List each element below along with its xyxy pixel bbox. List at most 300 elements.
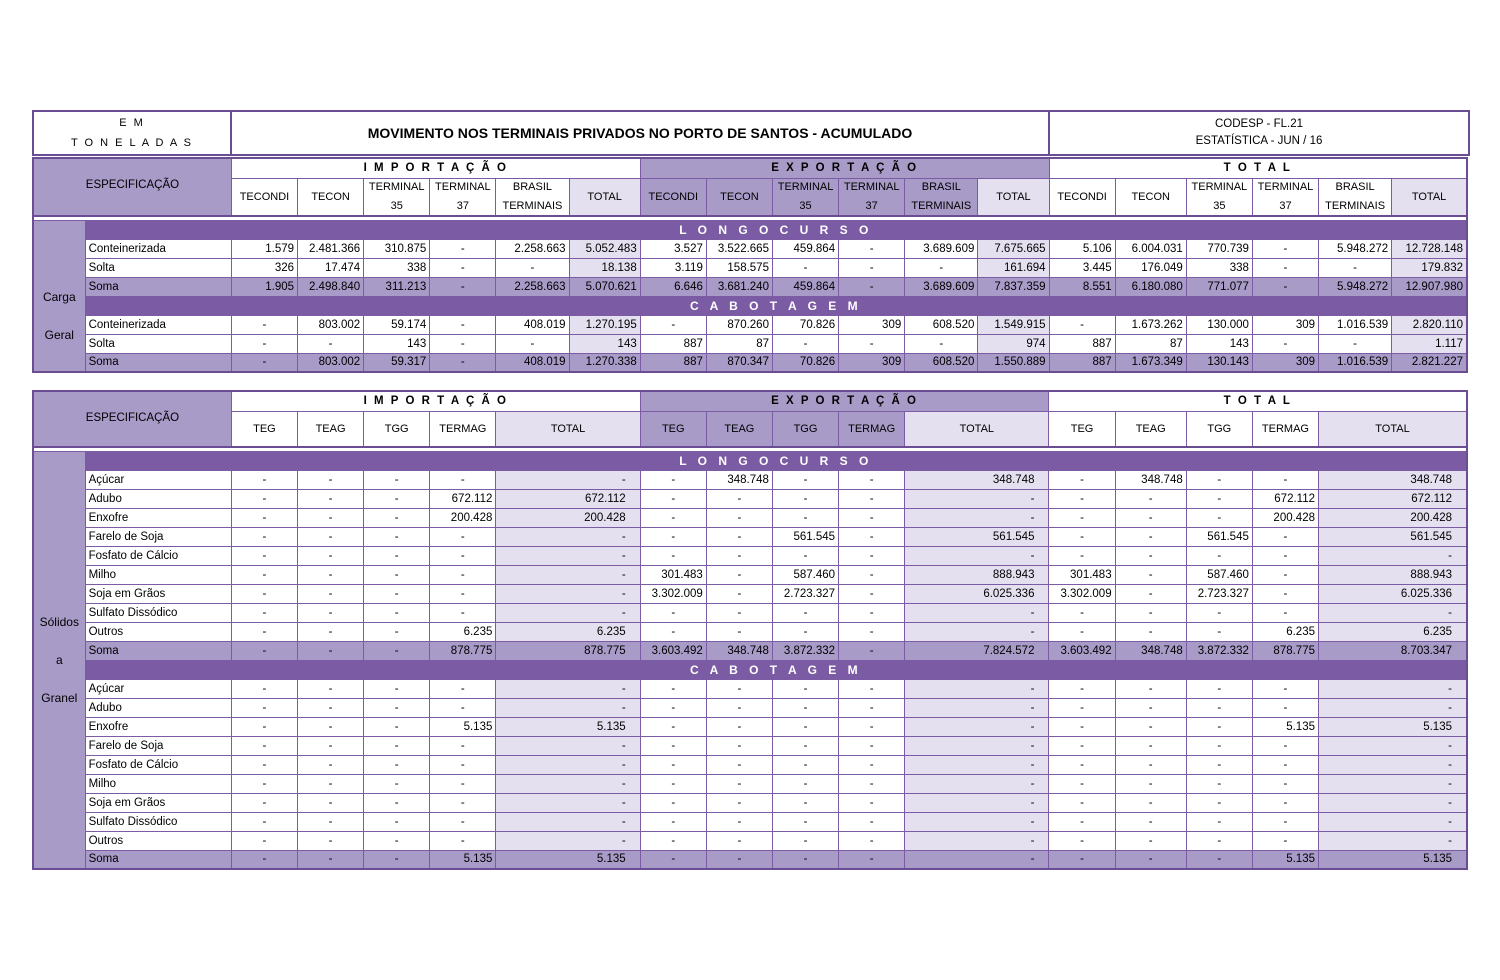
side-label-word: Granel [41, 690, 78, 705]
data-cell: 587.460 [1186, 565, 1252, 584]
data-cell: - [1049, 793, 1115, 812]
side-label-word: Carga [42, 289, 76, 304]
data-cell: 7.824.572 [905, 641, 1049, 660]
data-cell: - [231, 489, 297, 508]
column-header: TECON [1115, 178, 1186, 216]
data-cell: 3.681.240 [706, 277, 772, 296]
group-header: I M P O R T A Ç Ã O [231, 391, 640, 411]
data-cell: 2.821.227 [1392, 353, 1467, 372]
data-cell: - [231, 603, 297, 622]
data-cell: 17.474 [298, 258, 364, 277]
unit-line-1: E M [119, 117, 145, 129]
data-cell: - [430, 793, 496, 812]
data-cell: - [839, 277, 905, 296]
data-cell: 338 [364, 258, 430, 277]
data-cell: 887 [640, 334, 706, 353]
data-cell: - [1186, 489, 1252, 508]
data-cell: 1.117 [1392, 334, 1467, 353]
data-cell: 12.907.980 [1392, 277, 1467, 296]
data-cell: - [839, 717, 905, 736]
row-label: Adubo [85, 698, 231, 717]
column-header-top: TERMINAL [1186, 178, 1252, 196]
data-cell: 3.302.009 [1049, 584, 1115, 603]
table-row [33, 470, 1467, 489]
data-cell: - [430, 774, 496, 793]
data-cell: - [1252, 774, 1318, 793]
data-cell: - [1115, 793, 1186, 812]
data-cell: - [231, 527, 297, 546]
data-cell: - [364, 717, 430, 736]
data-cell: - [640, 698, 706, 717]
data-cell: 5.948.272 [1319, 239, 1392, 258]
data-cell: - [430, 831, 496, 850]
data-cell: - [1049, 470, 1115, 489]
data-cell: - [364, 736, 430, 755]
data-cell: - [1319, 755, 1468, 774]
data-cell: - [496, 698, 640, 717]
data-cell: - [1252, 277, 1318, 296]
data-cell: - [1115, 679, 1186, 698]
data-cell: 1.579 [231, 239, 297, 258]
data-cell: - [496, 584, 640, 603]
data-cell: 310.875 [364, 239, 430, 258]
row-label: Soma [85, 277, 231, 296]
row-label: Farelo de Soja [85, 736, 231, 755]
data-cell: - [706, 717, 772, 736]
data-cell: 672.112 [430, 489, 496, 508]
data-cell: - [298, 622, 364, 641]
data-cell: - [1186, 603, 1252, 622]
data-cell: - [231, 584, 297, 603]
data-cell: 587.460 [772, 565, 838, 584]
data-cell: - [298, 508, 364, 527]
row-label: Outros [85, 831, 231, 850]
data-cell: - [640, 717, 706, 736]
data-cell: - [1115, 622, 1186, 641]
data-cell: - [839, 850, 905, 869]
data-cell: - [364, 565, 430, 584]
data-cell: - [839, 527, 905, 546]
data-cell: - [1186, 470, 1252, 489]
data-cell: - [1115, 565, 1186, 584]
data-cell: - [231, 470, 297, 489]
column-header-bottom: 35 [772, 196, 838, 216]
data-cell: 348.748 [905, 470, 1049, 489]
row-label: Sulfato Dissódico [85, 603, 231, 622]
data-cell: - [231, 641, 297, 660]
data-cell: - [1049, 489, 1115, 508]
data-cell: 8.703.347 [1319, 641, 1468, 660]
data-cell: - [772, 850, 838, 869]
data-cell: - [1049, 717, 1115, 736]
data-cell: - [364, 603, 430, 622]
data-cell: 459.864 [772, 277, 838, 296]
data-cell: 803.002 [298, 353, 364, 372]
data-cell: - [496, 793, 640, 812]
carga-geral-table [32, 157, 1468, 373]
data-cell: - [1115, 584, 1186, 603]
data-cell: 5.135 [430, 850, 496, 869]
data-cell: 608.520 [905, 315, 978, 334]
data-cell: 348.748 [1115, 641, 1186, 660]
data-cell: - [430, 812, 496, 831]
data-cell: - [231, 812, 297, 831]
row-label: Conteinerizada [85, 239, 231, 258]
data-cell: - [772, 736, 838, 755]
data-cell: - [1049, 508, 1115, 527]
table-row [33, 508, 1467, 527]
data-cell: - [1252, 793, 1318, 812]
data-cell: - [706, 793, 772, 812]
statistics-date: ESTATÍSTICA - JUN / 16 [1195, 135, 1323, 147]
column-header-top: BRASIL [1319, 178, 1392, 196]
data-cell: - [772, 717, 838, 736]
column-header: TEAG [298, 411, 364, 447]
section-header: C A B O T A G E M [85, 296, 1467, 315]
column-header: TECONDI [1049, 178, 1115, 216]
table-row [33, 489, 1467, 508]
data-cell: - [298, 698, 364, 717]
data-cell: - [839, 679, 905, 698]
data-cell: - [231, 546, 297, 565]
data-cell: - [1186, 717, 1252, 736]
data-cell: - [1115, 527, 1186, 546]
data-cell: - [1252, 584, 1318, 603]
data-cell: - [231, 698, 297, 717]
column-header: TEG [1049, 411, 1115, 447]
column-header-bottom: 35 [364, 196, 430, 216]
data-cell: 301.483 [1049, 565, 1115, 584]
data-cell: 1.673.349 [1115, 353, 1186, 372]
data-cell: 561.545 [1186, 527, 1252, 546]
column-header-top: BRASIL [496, 178, 569, 196]
data-cell: 6.235 [496, 622, 640, 641]
data-cell: - [298, 736, 364, 755]
data-cell: - [706, 774, 772, 793]
table-row [33, 774, 1467, 793]
data-cell: 888.943 [905, 565, 1049, 584]
data-cell: - [905, 489, 1049, 508]
data-cell: 87 [1115, 334, 1186, 353]
row-label: Adubo [85, 489, 231, 508]
data-cell: - [430, 258, 496, 277]
row-label: Solta [85, 258, 231, 277]
data-cell: 974 [978, 334, 1049, 353]
data-cell: - [430, 698, 496, 717]
data-cell: - [496, 334, 569, 353]
data-cell: 158.575 [706, 258, 772, 277]
data-cell: 309 [1252, 353, 1318, 372]
data-cell: 1.549.915 [978, 315, 1049, 334]
data-cell: - [430, 603, 496, 622]
side-label [33, 451, 85, 869]
data-cell: - [231, 850, 297, 869]
data-cell: - [1049, 527, 1115, 546]
column-header-top: TERMINAL [430, 178, 496, 196]
data-cell: 6.025.336 [905, 584, 1049, 603]
data-cell: 608.520 [905, 353, 978, 372]
table-row [33, 698, 1467, 717]
data-cell: - [1252, 258, 1318, 277]
data-cell: 3.689.609 [905, 277, 978, 296]
data-cell: - [839, 334, 905, 353]
data-cell: - [231, 755, 297, 774]
column-header-bottom: 37 [1252, 196, 1318, 216]
data-cell: 6.025.336 [1319, 584, 1468, 603]
data-cell: - [640, 622, 706, 641]
data-cell: - [1319, 258, 1392, 277]
data-cell: 2.481.366 [298, 239, 364, 258]
column-header: TEG [640, 411, 706, 447]
data-cell: - [772, 258, 838, 277]
table-row [33, 603, 1467, 622]
column-header-bottom: TERMINAIS [1319, 196, 1392, 216]
data-cell: - [1049, 831, 1115, 850]
data-cell: - [905, 698, 1049, 717]
column-header-top: TERMINAL [364, 178, 430, 196]
data-cell: - [640, 489, 706, 508]
data-cell: - [298, 831, 364, 850]
column-header-bottom: TERMINAIS [496, 196, 569, 216]
data-cell: 87 [706, 334, 772, 353]
data-cell: 459.864 [772, 239, 838, 258]
data-cell: 6.235 [1319, 622, 1468, 641]
data-cell: 5.135 [1319, 717, 1468, 736]
data-cell: - [298, 565, 364, 584]
row-label: Soma [85, 641, 231, 660]
data-cell: - [430, 736, 496, 755]
data-cell: - [496, 258, 569, 277]
data-cell: 12.728.148 [1392, 239, 1467, 258]
data-cell: 3.689.609 [905, 239, 978, 258]
data-cell: - [640, 850, 706, 869]
column-header: TERMAG [430, 411, 496, 447]
data-cell: - [430, 546, 496, 565]
data-cell: - [298, 584, 364, 603]
data-cell: 7.675.665 [978, 239, 1049, 258]
table-row [33, 831, 1467, 850]
row-label: Solta [85, 334, 231, 353]
data-cell: 2.258.663 [496, 239, 569, 258]
data-cell: 2.820.110 [1392, 315, 1467, 334]
data-cell: 143 [1186, 334, 1252, 353]
table-row [33, 736, 1467, 755]
data-cell: - [905, 622, 1049, 641]
data-cell: - [839, 603, 905, 622]
data-cell: - [364, 850, 430, 869]
data-cell: 3.527 [640, 239, 706, 258]
codesp-code: CODESP - FL.21 [1215, 118, 1303, 130]
data-cell: 878.775 [496, 641, 640, 660]
row-label: Milho [85, 774, 231, 793]
data-cell: - [772, 603, 838, 622]
data-cell: - [430, 527, 496, 546]
data-cell: - [298, 489, 364, 508]
data-cell: - [772, 793, 838, 812]
data-cell: 5.135 [496, 850, 640, 869]
data-cell: - [1115, 546, 1186, 565]
data-cell: - [496, 831, 640, 850]
data-cell: 1.270.338 [569, 353, 640, 372]
data-cell: 5.106 [1049, 239, 1115, 258]
data-cell: - [839, 508, 905, 527]
data-cell: 771.077 [1186, 277, 1252, 296]
data-cell: 309 [839, 315, 905, 334]
data-cell: - [1252, 736, 1318, 755]
data-cell: - [231, 334, 297, 353]
data-cell: - [640, 755, 706, 774]
table-row [33, 812, 1467, 831]
data-cell: 6.646 [640, 277, 706, 296]
data-cell: - [430, 239, 496, 258]
row-label: Açúcar [85, 679, 231, 698]
data-cell: - [298, 774, 364, 793]
data-cell: 6.235 [1252, 622, 1318, 641]
unit-line-2: T O N E L A D A S [70, 137, 194, 149]
data-cell: - [231, 622, 297, 641]
data-cell: - [1115, 755, 1186, 774]
column-header: TOTAL [1319, 411, 1468, 447]
data-cell: - [496, 736, 640, 755]
row-label: Fosfato de Cálcio [85, 755, 231, 774]
data-cell: - [364, 527, 430, 546]
row-label: Soma [85, 850, 231, 869]
data-cell: - [706, 489, 772, 508]
row-label: Enxofre [85, 508, 231, 527]
data-cell: - [496, 603, 640, 622]
spec-header: ESPECIFICAÇÃO [33, 391, 231, 447]
data-cell: 3.119 [640, 258, 706, 277]
data-cell: - [1252, 831, 1318, 850]
data-cell: - [640, 603, 706, 622]
data-cell: - [1319, 831, 1468, 850]
group-header: T O T A L [1049, 391, 1467, 411]
data-cell: - [1186, 546, 1252, 565]
data-cell: - [839, 698, 905, 717]
data-cell: - [430, 334, 496, 353]
side-label-word: a [55, 652, 63, 667]
table-row [33, 334, 1467, 353]
data-cell: - [298, 679, 364, 698]
data-cell: - [839, 641, 905, 660]
data-cell: 8.551 [1049, 277, 1115, 296]
data-cell: 870.347 [706, 353, 772, 372]
data-cell: - [1115, 774, 1186, 793]
data-cell: - [1252, 527, 1318, 546]
data-cell: - [496, 755, 640, 774]
data-cell: - [364, 470, 430, 489]
row-label: Sulfato Dissódico [85, 812, 231, 831]
data-cell: - [905, 258, 978, 277]
data-cell: - [231, 831, 297, 850]
data-cell: - [364, 508, 430, 527]
data-cell: 161.694 [978, 258, 1049, 277]
data-cell: 5.070.621 [569, 277, 640, 296]
data-cell: - [1252, 239, 1318, 258]
data-cell: - [430, 277, 496, 296]
data-cell: 803.002 [298, 315, 364, 334]
data-cell: - [905, 508, 1049, 527]
row-label: Milho [85, 565, 231, 584]
data-cell: - [1186, 508, 1252, 527]
table-row [33, 546, 1467, 565]
data-cell: - [1252, 812, 1318, 831]
data-cell: - [640, 736, 706, 755]
data-cell: 5.135 [496, 717, 640, 736]
data-cell: - [839, 831, 905, 850]
data-cell: 770.739 [1186, 239, 1252, 258]
data-cell: - [1049, 315, 1115, 334]
data-cell: - [706, 622, 772, 641]
data-cell: - [772, 334, 838, 353]
data-cell: - [231, 315, 297, 334]
data-cell: - [772, 812, 838, 831]
data-cell: - [905, 755, 1049, 774]
column-header: TEAG [1115, 411, 1186, 447]
data-cell: 59.317 [364, 353, 430, 372]
data-cell: - [231, 774, 297, 793]
data-cell: - [772, 774, 838, 793]
data-cell: - [640, 546, 706, 565]
data-cell: - [706, 565, 772, 584]
data-cell: - [298, 850, 364, 869]
data-cell: 1.550.889 [978, 353, 1049, 372]
data-cell: - [298, 603, 364, 622]
data-cell: - [1049, 812, 1115, 831]
data-cell: - [905, 546, 1049, 565]
data-cell: - [772, 508, 838, 527]
column-header: TOTAL [496, 411, 640, 447]
data-cell: - [1115, 736, 1186, 755]
data-cell: 2.723.327 [772, 584, 838, 603]
data-cell: - [298, 717, 364, 736]
data-cell: - [905, 603, 1049, 622]
data-cell: - [1049, 546, 1115, 565]
data-cell: - [839, 736, 905, 755]
data-cell: - [706, 584, 772, 603]
side-label-word: Geral [44, 327, 74, 342]
data-cell: 176.049 [1115, 258, 1186, 277]
data-cell: - [1319, 698, 1468, 717]
data-cell: 6.235 [430, 622, 496, 641]
data-cell: 1.016.539 [1319, 353, 1392, 372]
data-cell: - [839, 793, 905, 812]
data-cell: 200.428 [1319, 508, 1468, 527]
column-header: TECON [706, 178, 772, 216]
data-cell: - [772, 831, 838, 850]
data-cell: - [772, 489, 838, 508]
data-cell: - [298, 812, 364, 831]
data-cell: 408.019 [496, 315, 569, 334]
data-cell: 870.260 [706, 315, 772, 334]
data-cell: - [364, 622, 430, 641]
data-cell: - [364, 774, 430, 793]
data-cell: - [364, 546, 430, 565]
data-cell: 672.112 [496, 489, 640, 508]
data-cell: - [496, 527, 640, 546]
data-cell: - [706, 850, 772, 869]
data-cell: - [706, 508, 772, 527]
table-row [33, 527, 1467, 546]
table-row [33, 584, 1467, 603]
data-cell: - [364, 679, 430, 698]
data-cell: 3.445 [1049, 258, 1115, 277]
data-cell: 309 [1252, 315, 1318, 334]
data-cell: - [231, 717, 297, 736]
data-cell: 7.837.359 [978, 277, 1049, 296]
data-cell: - [640, 774, 706, 793]
data-cell: - [640, 831, 706, 850]
